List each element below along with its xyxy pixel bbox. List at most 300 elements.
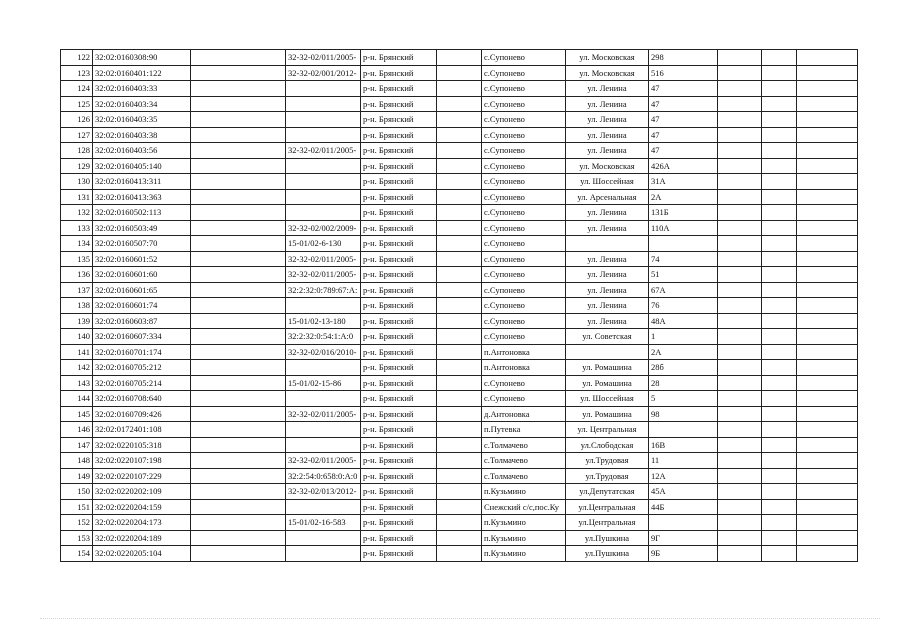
cell-empty-column-2	[437, 468, 482, 484]
cell-house-number: 516	[649, 65, 718, 81]
cell-registration-number	[286, 298, 361, 314]
cell-extra-column-3	[797, 158, 858, 174]
cell-locality: с.Супонево	[482, 112, 566, 128]
cell-street: ул.Слободская	[566, 437, 649, 453]
cell-house-number: 76	[649, 298, 718, 314]
cell-extra-column-2	[762, 375, 797, 391]
cell-street: ул. Ленина	[566, 112, 649, 128]
cell-house-number: 98	[649, 406, 718, 422]
cell-house-number: 28	[649, 375, 718, 391]
cell-extra-column-3	[797, 468, 858, 484]
cell-registration-number	[286, 499, 361, 515]
cell-empty-column-2	[437, 158, 482, 174]
table-row	[61, 158, 858, 174]
cell-extra-column-2	[762, 329, 797, 345]
cell-locality: п.Антоновка	[482, 360, 566, 376]
table-row	[61, 530, 858, 546]
cell-empty-column	[191, 406, 286, 422]
cell-extra-column-1	[718, 437, 762, 453]
cell-empty-column-2	[437, 189, 482, 205]
cell-row-number: 149	[61, 468, 93, 484]
cell-extra-column-1	[718, 468, 762, 484]
cell-cadastral-number: 32:02:0160502:113	[93, 205, 191, 221]
cell-locality: с.Супонево	[482, 189, 566, 205]
cell-empty-column	[191, 205, 286, 221]
cell-row-number: 128	[61, 143, 93, 159]
cell-empty-column	[191, 313, 286, 329]
cell-house-number: 47	[649, 127, 718, 143]
cell-row-number: 152	[61, 515, 93, 531]
cell-row-number: 124	[61, 81, 93, 97]
cell-locality: с.Супонево	[482, 251, 566, 267]
table-row	[61, 81, 858, 97]
cell-extra-column-2	[762, 81, 797, 97]
cell-district: р-н. Брянский	[361, 344, 437, 360]
cell-cadastral-number: 32:02:0220107:229	[93, 468, 191, 484]
table-row	[61, 468, 858, 484]
cell-locality: с.Супонево	[482, 298, 566, 314]
cell-street: ул.Пушкина	[566, 530, 649, 546]
cell-cadastral-number: 32:02:0160308:90	[93, 50, 191, 66]
cell-extra-column-2	[762, 406, 797, 422]
cell-district: р-н. Брянский	[361, 375, 437, 391]
cell-cadastral-number: 32:02:0160607:334	[93, 329, 191, 345]
cell-row-number: 135	[61, 251, 93, 267]
cell-empty-column	[191, 298, 286, 314]
cell-street: ул. Шоссейная	[566, 391, 649, 407]
cell-extra-column-1	[718, 530, 762, 546]
cell-locality: с.Супонево	[482, 267, 566, 283]
cell-locality: п.Кузьмино	[482, 546, 566, 562]
cell-empty-column-2	[437, 484, 482, 500]
cell-locality: с.Супонево	[482, 375, 566, 391]
cell-empty-column-2	[437, 267, 482, 283]
cell-house-number: 9Г	[649, 530, 718, 546]
registry-table	[60, 49, 858, 562]
cell-extra-column-3	[797, 499, 858, 515]
cell-registration-number: 32-32-02/011/2005-	[286, 143, 361, 159]
cell-registration-number	[286, 391, 361, 407]
cell-registration-number	[286, 158, 361, 174]
cell-empty-column-2	[437, 406, 482, 422]
cell-row-number: 132	[61, 205, 93, 221]
cell-district: р-н. Брянский	[361, 298, 437, 314]
cell-locality: п.Кузьмино	[482, 515, 566, 531]
cell-cadastral-number: 32:02:0160403:56	[93, 143, 191, 159]
cell-extra-column-1	[718, 313, 762, 329]
cell-extra-column-1	[718, 65, 762, 81]
cell-house-number: 48А	[649, 313, 718, 329]
cell-extra-column-1	[718, 189, 762, 205]
cell-registration-number: 32-32-02/011/2005-	[286, 453, 361, 469]
cell-registration-number	[286, 546, 361, 562]
cell-registration-number: 32-32-02/011/2005-	[286, 267, 361, 283]
cell-street: ул. Ленина	[566, 81, 649, 97]
cell-extra-column-2	[762, 298, 797, 314]
cell-extra-column-2	[762, 158, 797, 174]
cell-row-number: 129	[61, 158, 93, 174]
table-row	[61, 391, 858, 407]
cell-empty-column-2	[437, 65, 482, 81]
cell-locality: с.Толмачево	[482, 468, 566, 484]
cell-empty-column-2	[437, 344, 482, 360]
cell-cadastral-number: 32:02:0160403:35	[93, 112, 191, 128]
cell-extra-column-2	[762, 267, 797, 283]
cell-registration-number	[286, 437, 361, 453]
cell-street	[566, 344, 649, 360]
cell-district: р-н. Брянский	[361, 127, 437, 143]
table-row	[61, 344, 858, 360]
cell-empty-column	[191, 50, 286, 66]
cell-empty-column	[191, 484, 286, 500]
cell-street: ул.Трудовая	[566, 453, 649, 469]
cell-empty-column-2	[437, 220, 482, 236]
table-row	[61, 484, 858, 500]
cell-registration-number: 32-32-02/011/2005-	[286, 406, 361, 422]
cell-empty-column-2	[437, 81, 482, 97]
cell-extra-column-1	[718, 298, 762, 314]
cell-extra-column-1	[718, 360, 762, 376]
cell-district: р-н. Брянский	[361, 468, 437, 484]
cell-district: р-н. Брянский	[361, 81, 437, 97]
cell-locality: с.Супонево	[482, 127, 566, 143]
cell-row-number: 130	[61, 174, 93, 190]
cell-empty-column-2	[437, 375, 482, 391]
cell-extra-column-2	[762, 174, 797, 190]
cell-registration-number: 32-32-02/002/2009-	[286, 220, 361, 236]
cell-district: р-н. Брянский	[361, 65, 437, 81]
cell-street: ул. Ромашина	[566, 406, 649, 422]
cell-empty-column	[191, 81, 286, 97]
cell-house-number: 11	[649, 453, 718, 469]
cell-empty-column-2	[437, 143, 482, 159]
cell-house-number: 298	[649, 50, 718, 66]
cell-extra-column-2	[762, 50, 797, 66]
cell-empty-column-2	[437, 329, 482, 345]
cell-extra-column-2	[762, 65, 797, 81]
cell-empty-column	[191, 220, 286, 236]
cell-street: ул. Шоссейная	[566, 174, 649, 190]
cell-empty-column-2	[437, 127, 482, 143]
cell-locality: с.Супонево	[482, 65, 566, 81]
cell-extra-column-1	[718, 81, 762, 97]
cell-locality: п.Кузьмино	[482, 530, 566, 546]
cell-locality: д.Антоновка	[482, 406, 566, 422]
cell-extra-column-2	[762, 205, 797, 221]
cell-house-number: 5	[649, 391, 718, 407]
cell-empty-column	[191, 143, 286, 159]
cell-cadastral-number: 32:02:0160705:212	[93, 360, 191, 376]
cell-cadastral-number: 32:02:0160401:122	[93, 65, 191, 81]
cell-district: р-н. Брянский	[361, 174, 437, 190]
table-row	[61, 236, 858, 252]
cell-extra-column-3	[797, 515, 858, 531]
cell-registration-number	[286, 81, 361, 97]
cell-empty-column	[191, 453, 286, 469]
cell-extra-column-1	[718, 112, 762, 128]
cell-row-number: 136	[61, 267, 93, 283]
cell-district: р-н. Брянский	[361, 267, 437, 283]
cell-row-number: 150	[61, 484, 93, 500]
cell-extra-column-3	[797, 484, 858, 500]
cell-cadastral-number: 32:02:0160413:363	[93, 189, 191, 205]
cell-cadastral-number: 32:02:0160705:214	[93, 375, 191, 391]
cell-district: р-н. Брянский	[361, 282, 437, 298]
cell-house-number	[649, 236, 718, 252]
cell-district: р-н. Брянский	[361, 329, 437, 345]
cell-locality: с.Супонево	[482, 313, 566, 329]
cell-district: р-н. Брянский	[361, 189, 437, 205]
table-row	[61, 112, 858, 128]
cell-row-number: 146	[61, 422, 93, 438]
cell-locality: с.Супонево	[482, 220, 566, 236]
cell-house-number: 44Б	[649, 499, 718, 515]
cell-empty-column-2	[437, 422, 482, 438]
cell-registration-number: 32:2:54:0:658:0:А:0	[286, 468, 361, 484]
cell-extra-column-3	[797, 81, 858, 97]
cell-cadastral-number: 32:02:0160601:65	[93, 282, 191, 298]
cell-street: ул. Ленина	[566, 251, 649, 267]
cell-registration-number: 15-01/02-13-180	[286, 313, 361, 329]
table-row	[61, 189, 858, 205]
cell-street: ул. Арсенальная	[566, 189, 649, 205]
cell-district: р-н. Брянский	[361, 220, 437, 236]
cell-extra-column-1	[718, 96, 762, 112]
cell-extra-column-3	[797, 546, 858, 562]
cell-district: р-н. Брянский	[361, 50, 437, 66]
cell-registration-number	[286, 360, 361, 376]
cell-street: ул. Ленина	[566, 282, 649, 298]
cell-locality: с.Супонево	[482, 391, 566, 407]
cell-extra-column-1	[718, 329, 762, 345]
cell-extra-column-2	[762, 484, 797, 500]
cell-registration-number: 15-01/02-6-130	[286, 236, 361, 252]
cell-extra-column-2	[762, 515, 797, 531]
cell-registration-number: 32-32-02/011/2005-	[286, 251, 361, 267]
cell-cadastral-number: 32:02:0160503:49	[93, 220, 191, 236]
cell-registration-number	[286, 189, 361, 205]
cell-house-number: 28б	[649, 360, 718, 376]
cell-empty-column	[191, 112, 286, 128]
cell-cadastral-number: 32:02:0220204:159	[93, 499, 191, 515]
cell-empty-column	[191, 499, 286, 515]
cell-registration-number: 32-32-02/011/2005-	[286, 50, 361, 66]
cell-cadastral-number: 32:02:0160403:38	[93, 127, 191, 143]
cell-empty-column-2	[437, 282, 482, 298]
cell-extra-column-1	[718, 375, 762, 391]
cell-row-number: 127	[61, 127, 93, 143]
cell-house-number: 1	[649, 329, 718, 345]
cell-extra-column-1	[718, 251, 762, 267]
cell-extra-column-2	[762, 236, 797, 252]
cell-locality: с.Супонево	[482, 50, 566, 66]
cell-row-number: 142	[61, 360, 93, 376]
cell-row-number: 126	[61, 112, 93, 128]
cell-extra-column-2	[762, 220, 797, 236]
cell-row-number: 125	[61, 96, 93, 112]
cell-street: ул. Ленина	[566, 127, 649, 143]
cell-registration-number	[286, 96, 361, 112]
table-row	[61, 437, 858, 453]
cell-district: р-н. Брянский	[361, 313, 437, 329]
table-row	[61, 205, 858, 221]
cell-locality: с.Толмачево	[482, 437, 566, 453]
cell-extra-column-2	[762, 282, 797, 298]
cell-extra-column-3	[797, 375, 858, 391]
cell-house-number: 47	[649, 143, 718, 159]
cell-house-number: 74	[649, 251, 718, 267]
cell-house-number: 47	[649, 81, 718, 97]
cell-empty-column-2	[437, 236, 482, 252]
cell-house-number: 131Б	[649, 205, 718, 221]
cell-registration-number: 32-32-02/013/2012-	[286, 484, 361, 500]
cell-empty-column-2	[437, 499, 482, 515]
cell-extra-column-1	[718, 344, 762, 360]
table-row	[61, 546, 858, 562]
cell-registration-number: 32-32-02/016/2010-	[286, 344, 361, 360]
cell-extra-column-3	[797, 251, 858, 267]
cell-empty-column	[191, 422, 286, 438]
cell-row-number: 141	[61, 344, 93, 360]
cell-extra-column-1	[718, 174, 762, 190]
cell-empty-column	[191, 65, 286, 81]
table-row	[61, 298, 858, 314]
cell-extra-column-1	[718, 546, 762, 562]
cell-row-number: 144	[61, 391, 93, 407]
cell-cadastral-number: 32:02:0160601:60	[93, 267, 191, 283]
cell-cadastral-number: 32:02:0220107:198	[93, 453, 191, 469]
cell-empty-column-2	[437, 50, 482, 66]
cell-street: ул. Ленина	[566, 313, 649, 329]
cell-empty-column	[191, 391, 286, 407]
cell-district: р-н. Брянский	[361, 484, 437, 500]
cell-district: р-н. Брянский	[361, 453, 437, 469]
cell-extra-column-2	[762, 143, 797, 159]
cell-cadastral-number: 32:02:0160413:311	[93, 174, 191, 190]
cell-row-number: 154	[61, 546, 93, 562]
cell-street: ул. Московская	[566, 65, 649, 81]
cell-extra-column-2	[762, 96, 797, 112]
cell-street: ул. Ромашина	[566, 360, 649, 376]
cell-extra-column-3	[797, 96, 858, 112]
cell-extra-column-3	[797, 406, 858, 422]
cell-extra-column-1	[718, 391, 762, 407]
cell-extra-column-3	[797, 236, 858, 252]
cell-district: р-н. Брянский	[361, 96, 437, 112]
cell-extra-column-1	[718, 220, 762, 236]
cell-extra-column-3	[797, 282, 858, 298]
cell-district: р-н. Брянский	[361, 158, 437, 174]
cell-row-number: 123	[61, 65, 93, 81]
cell-empty-column-2	[437, 251, 482, 267]
cell-row-number: 138	[61, 298, 93, 314]
cell-empty-column	[191, 267, 286, 283]
cell-empty-column	[191, 127, 286, 143]
cell-extra-column-1	[718, 143, 762, 159]
table-row	[61, 267, 858, 283]
cell-house-number: 47	[649, 96, 718, 112]
cell-street: ул. Ленина	[566, 205, 649, 221]
cell-row-number: 147	[61, 437, 93, 453]
cell-empty-column	[191, 282, 286, 298]
cell-district: р-н. Брянский	[361, 205, 437, 221]
cell-cadastral-number: 32:02:0160701:174	[93, 344, 191, 360]
cell-empty-column	[191, 360, 286, 376]
cell-extra-column-3	[797, 530, 858, 546]
cell-cadastral-number: 32:02:0172401:108	[93, 422, 191, 438]
cell-extra-column-2	[762, 313, 797, 329]
cell-row-number: 131	[61, 189, 93, 205]
cell-street: ул.Центральная	[566, 515, 649, 531]
cell-extra-column-1	[718, 158, 762, 174]
cell-empty-column-2	[437, 298, 482, 314]
cell-district: р-н. Брянский	[361, 251, 437, 267]
cell-cadastral-number: 32:02:0160708:640	[93, 391, 191, 407]
table-row	[61, 127, 858, 143]
cell-locality: с.Супонево	[482, 96, 566, 112]
cell-house-number: 9Б	[649, 546, 718, 562]
cell-house-number: 110А	[649, 220, 718, 236]
table-row	[61, 174, 858, 190]
cell-cadastral-number: 32:02:0220204:173	[93, 515, 191, 531]
cell-row-number: 140	[61, 329, 93, 345]
cell-extra-column-1	[718, 422, 762, 438]
cell-district: р-н. Брянский	[361, 499, 437, 515]
cell-empty-column	[191, 437, 286, 453]
cell-extra-column-3	[797, 360, 858, 376]
cell-cadastral-number: 32:02:0220204:189	[93, 530, 191, 546]
cell-district: р-н. Брянский	[361, 360, 437, 376]
cell-row-number: 143	[61, 375, 93, 391]
cell-locality: с.Толмачево	[482, 453, 566, 469]
cell-street: ул. Ленина	[566, 298, 649, 314]
cell-cadastral-number: 32:02:0220105:318	[93, 437, 191, 453]
cell-house-number: 67А	[649, 282, 718, 298]
cell-locality: с.Супонево	[482, 236, 566, 252]
cell-house-number: 51	[649, 267, 718, 283]
table-row	[61, 515, 858, 531]
cell-house-number: 2А	[649, 189, 718, 205]
cell-row-number: 145	[61, 406, 93, 422]
cell-extra-column-3	[797, 267, 858, 283]
cell-house-number: 31А	[649, 174, 718, 190]
cell-street: ул. Центральная	[566, 422, 649, 438]
cell-locality: Снежский с/с,пос.Ку	[482, 499, 566, 515]
cell-cadastral-number: 32:02:0160403:33	[93, 81, 191, 97]
cell-registration-number: 15-01/02-16-583	[286, 515, 361, 531]
cell-extra-column-3	[797, 112, 858, 128]
cell-extra-column-2	[762, 422, 797, 438]
cell-street: ул. Ромашина	[566, 375, 649, 391]
cell-empty-column	[191, 236, 286, 252]
cell-empty-column	[191, 344, 286, 360]
cell-extra-column-1	[718, 499, 762, 515]
cell-empty-column-2	[437, 360, 482, 376]
cell-cadastral-number: 32:02:0160601:52	[93, 251, 191, 267]
cell-extra-column-1	[718, 267, 762, 283]
cell-registration-number	[286, 174, 361, 190]
cell-extra-column-2	[762, 112, 797, 128]
cell-extra-column-3	[797, 127, 858, 143]
cell-registration-number: 32:2:32:0:54:1:А:0	[286, 329, 361, 345]
cell-house-number	[649, 515, 718, 531]
cell-row-number: 122	[61, 50, 93, 66]
cell-row-number: 137	[61, 282, 93, 298]
cell-street: ул. Советская	[566, 329, 649, 345]
cell-registration-number: 32:2:32:0:789:67:А:	[286, 282, 361, 298]
cell-extra-column-2	[762, 344, 797, 360]
table-row	[61, 220, 858, 236]
